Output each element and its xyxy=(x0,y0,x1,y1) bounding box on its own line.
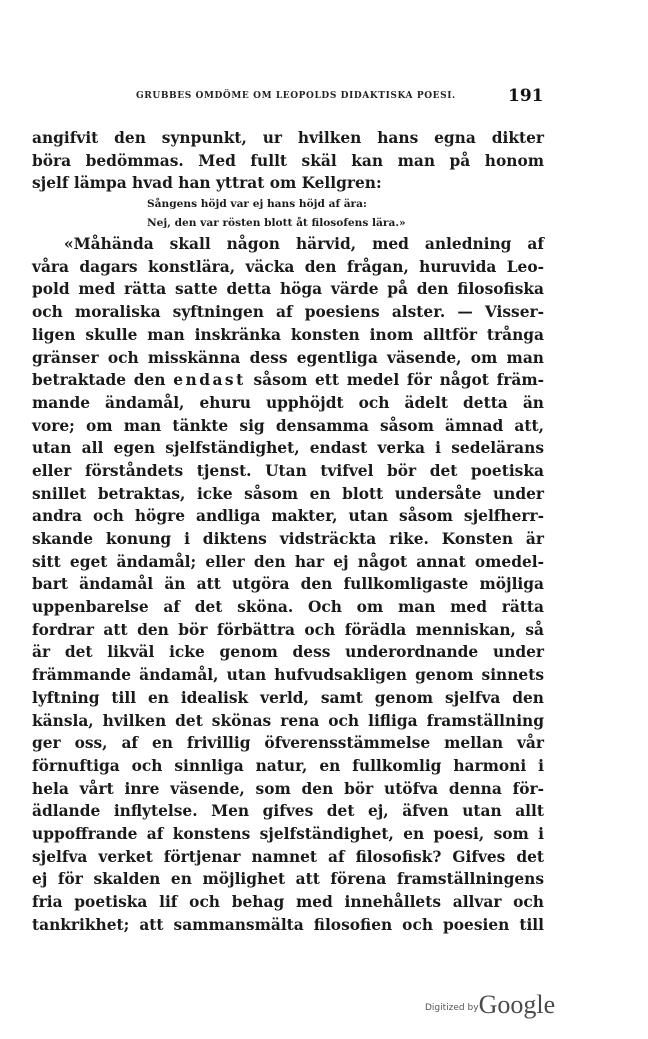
text-line: sjelf lämpa hvad han yttrat om Kellgren: xyxy=(32,174,382,193)
text-line: ligen skulle man inskränka konsten inom alltför trånga xyxy=(32,325,544,344)
text-line: våra dagars konstlära, väcka den frågan, huruvida Leo- xyxy=(32,257,544,276)
text-segment: såsom ett medel för något främ- xyxy=(253,371,544,390)
text-line: ej för skalden en möjlighet att förena framställningens xyxy=(32,870,544,889)
text-line: sjelfva verket förtjenar namnet af filosofisk? Gifves det xyxy=(32,847,544,866)
text-line: vore; om man tänkte sig densamma såsom ämnad att, xyxy=(32,416,544,435)
text-line: angifvit den synpunkt, ur hvilken hans egna dikter xyxy=(32,129,544,147)
text-line: andra och högre andliga makter, utan såsom sjelfherr- xyxy=(32,507,544,526)
quote-line: Sångens höjd var ej hans höjd af ära: xyxy=(147,198,367,211)
digitization-notice xyxy=(425,990,555,1020)
digitized-by-label: Digitized by xyxy=(425,1003,479,1013)
paragraph-first-line: «Måhända skall någon härvid, med anledning af xyxy=(64,235,544,254)
text-line: bart ändamål än att utgöra den fullkomligaste möjliga xyxy=(32,575,544,594)
text-line: förnuftiga och sinnliga natur, en fullkomlig harmoni i xyxy=(32,756,544,775)
text-line: är det likväl icke genom dess underordnande under xyxy=(32,643,544,662)
text-line: mande ändamål, ehuru upphöjdt och ädelt detta än xyxy=(32,393,544,412)
text-line: tankrikhet; att sammansmälta filosofien och poesien till xyxy=(32,915,544,934)
text-line: skande konung i diktens vidsträckta rike. Konsten är xyxy=(32,530,544,548)
text-line: böra bedömmas. Med fullt skäl kan man på honom xyxy=(32,151,544,170)
text-line: och moraliska syftningen af poesiens alster. — Visser- xyxy=(32,303,544,322)
text-line: fria poetiska lif och behag med innehållets allvar och xyxy=(32,893,544,911)
text-line: uppoffrande af konstens sjelfständighet, en poesi, som i xyxy=(32,824,544,843)
text-line: hela vårt inre väsende, som den bör utöfva denna för- xyxy=(32,779,544,798)
text-segment: betraktade den xyxy=(32,371,166,390)
text-line: ger oss, af en frivillig öfverensstämmelse mellan vår xyxy=(32,734,544,753)
text-line: snillet betraktas, icke såsom en blott undersåte under xyxy=(32,484,544,503)
text-line: uppenbarelse af det sköna. Och om man med rätta xyxy=(32,598,544,617)
text-line-emphasis xyxy=(32,369,544,392)
text-line: fordrar att den bör förbättra och förädla menniskan, så xyxy=(32,620,544,639)
text-line: sitt eget ändamål; eller den har ej något annat omedel- xyxy=(32,552,544,571)
text-line: ädlande inflytelse. Men gifves det ej, äfven utan allt xyxy=(32,802,544,821)
text-line: känsla, hvilken det skönas rena och lifliga framställning xyxy=(32,711,544,730)
page-body xyxy=(32,127,544,936)
quote-line: Nej, den var rösten blott åt filosofens lära.» xyxy=(147,217,406,230)
google-logo: Google xyxy=(478,990,556,1019)
text-line: eller förståndets tjenst. Utan tvifvel bör det poetiska xyxy=(32,461,544,480)
text-line: lyftning till en idealisk verld, samt genom sjelfva den xyxy=(32,688,544,707)
emphasized-word: endast xyxy=(173,371,246,390)
running-head: GRUBBES OMDÖME OM LEOPOLDS DIDAKTISKA POESI. xyxy=(136,91,456,101)
text-line: utan all egen sjelfständighet, endast verka i sedelärans xyxy=(32,439,544,458)
text-line: gränser och misskänna dess egentliga väsende, om man xyxy=(32,348,544,367)
text-line: pold med rätta satte detta höga värde på den filosofiska xyxy=(32,280,544,299)
page-number: 191 xyxy=(508,86,544,106)
text-line: främmande ändamål, utan hufvudsakligen genom sinnets xyxy=(32,666,544,685)
